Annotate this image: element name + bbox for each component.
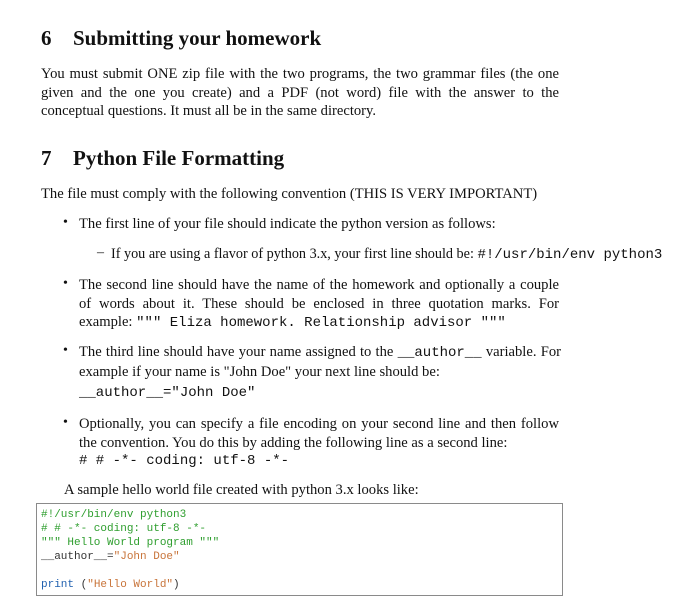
- bullet-3-text: [79, 343, 561, 381]
- bullet-1-text: The first line of your file should indicate the python version as follows:: [79, 216, 496, 232]
- author-code: __author__="John Doe": [79, 385, 256, 401]
- section-6-heading: [41, 26, 321, 51]
- code-line-encoding: # # -*- coding: utf-8 -*-: [41, 523, 207, 535]
- author-variable: __author__: [397, 345, 482, 361]
- bullet-3-text-part3: For example if your name is "John Doe" your next line should be:: [79, 344, 561, 380]
- open-paren: (: [74, 579, 88, 591]
- bullet-3-text-part2: variable.: [485, 344, 537, 360]
- section-title: Python File Formatting: [73, 146, 285, 170]
- bullet-1-subitem: [111, 245, 700, 265]
- sample-code-box: [36, 503, 563, 596]
- section-7-intro: The file must comply with the following convention (THIS IS VERY IMPORTANT): [41, 186, 538, 202]
- dash-glyph: –: [97, 245, 104, 260]
- section-title: Submitting your homework: [73, 26, 322, 50]
- bullet-2-description: The second line should have the name of the homework and optionally a couple of words about it. These should be enclosed in three quotation marks. For example:: [79, 277, 559, 330]
- hello-string: "Hello World": [87, 579, 174, 591]
- print-keyword: print: [41, 579, 75, 591]
- close-paren: ): [173, 579, 180, 591]
- bullet-2-text: [79, 276, 559, 333]
- code-line-author: [41, 551, 180, 564]
- bullet-glyph: •: [63, 276, 68, 291]
- bullet-glyph: •: [63, 215, 68, 230]
- bullet-glyph: •: [63, 343, 68, 358]
- section-6-body: You must submit ONE zip file with the two programs, the two grammar files (the one given and the one you create) and a PDF (not word) file with the answer to the conceptual questions. It must all be in the same directory.: [41, 66, 559, 119]
- bullet-3-text-part1: The third line should have your name assigned to the: [79, 344, 394, 360]
- code-line-print: [41, 579, 180, 592]
- code-line-docstring: """ Hello World program """: [41, 537, 220, 549]
- docstring-code: """ Eliza homework. Relationship advisor """: [136, 315, 506, 331]
- subitem-text: If you are using a flavor of python 3.x, your first line should be:: [111, 246, 474, 262]
- sample-intro: A sample hello world file created with python 3.x looks like:: [64, 482, 419, 498]
- section-number: 6: [41, 26, 52, 50]
- author-assignment: __author__=: [41, 551, 114, 563]
- code-line-shebang: #!/usr/bin/env python3: [41, 509, 187, 521]
- bullet-glyph: •: [63, 415, 68, 430]
- encoding-code: # # -*- coding: utf-8 -*-: [79, 453, 290, 469]
- section-number: 7: [41, 146, 52, 170]
- author-string: "John Doe": [113, 551, 180, 563]
- shebang-code: #!/usr/bin/env python3: [477, 247, 663, 263]
- bullet-4-text: Optionally, you can specify a file encoding on your second line and then follow the convention. You do this by adding the following line as a second line:: [79, 416, 559, 451]
- section-7-heading: [41, 146, 284, 171]
